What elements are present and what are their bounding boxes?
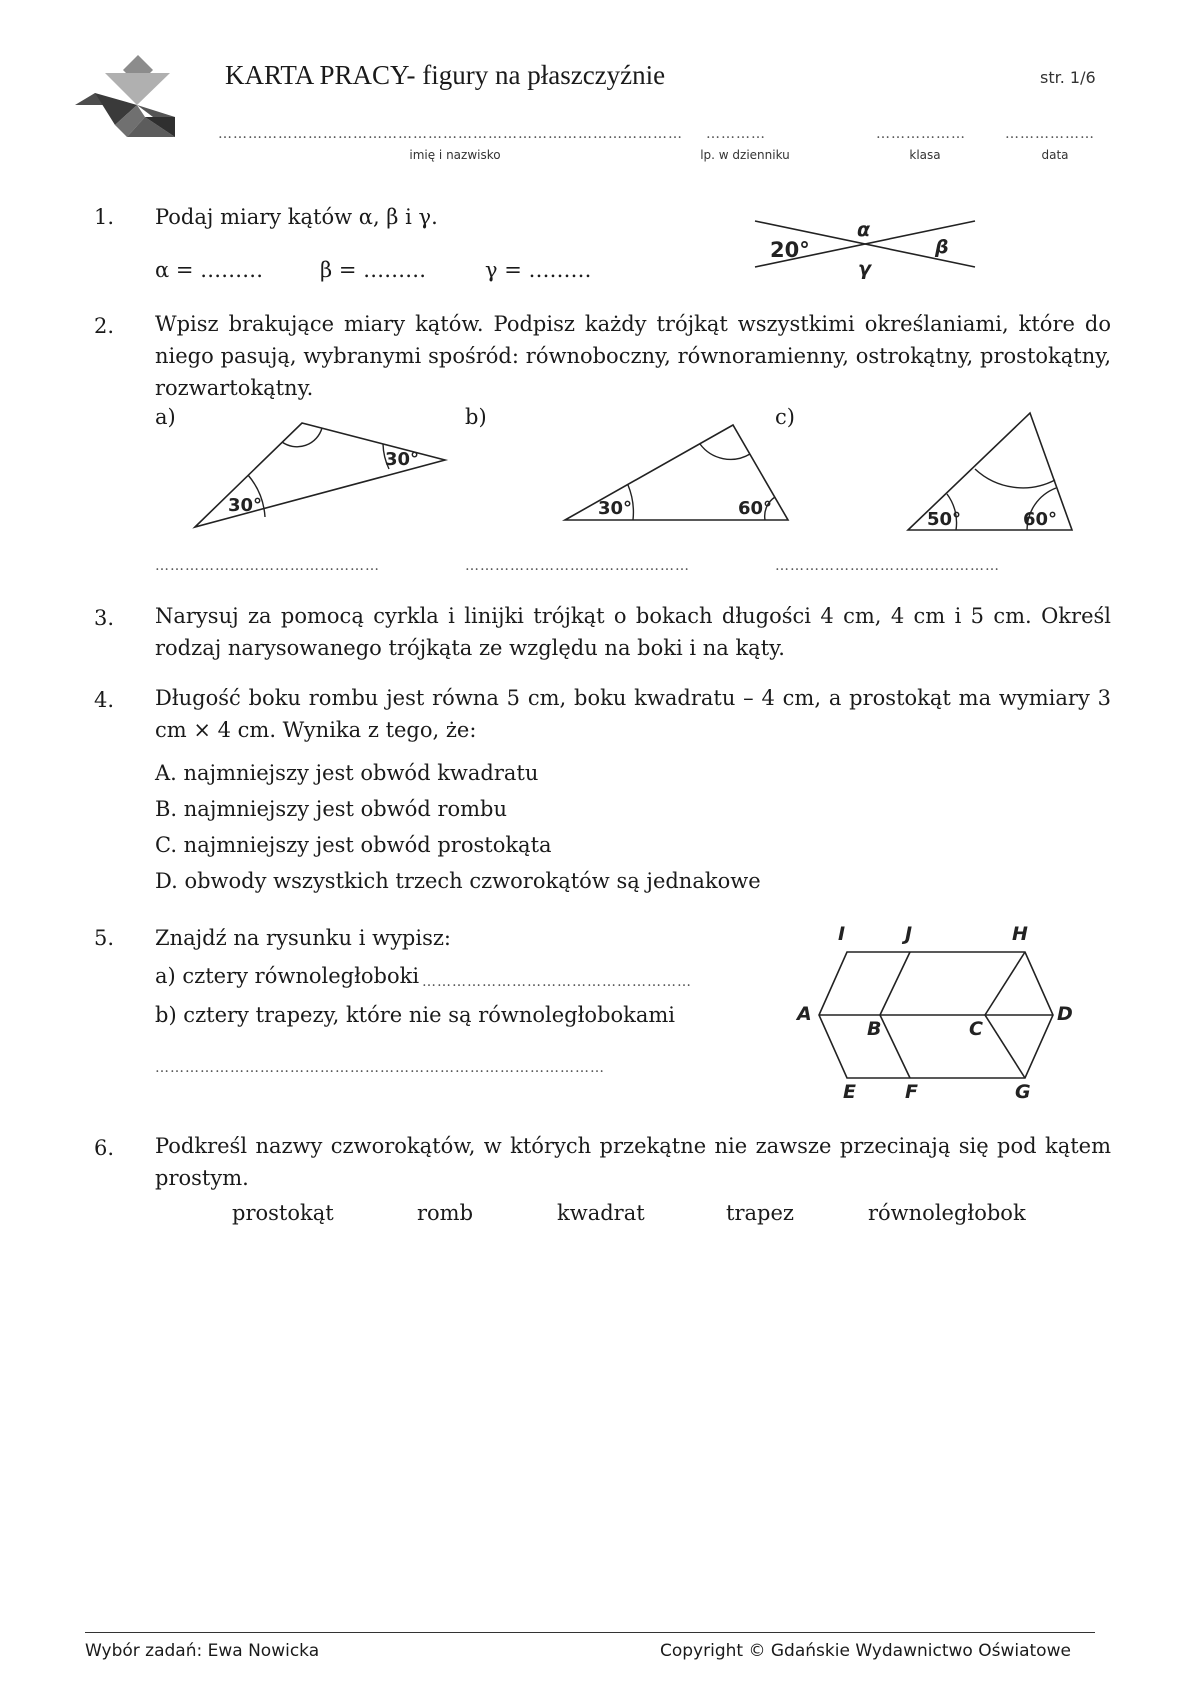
task-3-number: 3. (94, 606, 115, 630)
point-c-label: C (969, 1018, 983, 1040)
task-6-choice-trapez[interactable]: trapez (726, 1201, 794, 1225)
task-1-prompt: Podaj miary kątów α, β i γ. (155, 205, 438, 229)
task-2-triangle-b (560, 420, 800, 525)
task-1-figure (750, 215, 980, 285)
task-4-option-b[interactable]: B. najmniejszy jest obwód rombu (155, 797, 508, 821)
point-d-label: D (1057, 1003, 1073, 1025)
task-5-part-b-answer[interactable]: ……………………………………………………………………………… (155, 1060, 605, 1076)
triangle-c-angle-1: 50° (927, 509, 962, 530)
task-2-triangle-c (905, 410, 1080, 535)
task-1-gamma-label: γ (858, 258, 871, 280)
task-2-triangle-a (190, 415, 450, 535)
task-2-answer-b[interactable]: ……………………………………… (465, 558, 690, 574)
triangle-b-angle-1: 30° (598, 498, 633, 519)
task-5-part-a-answer[interactable]: ……………………………………………… (422, 974, 692, 990)
task-6-prompt: Podkreśl nazwy czworokątów, w których przekątne nie zawsze przecinają się pod kątem prostym. (155, 1134, 1111, 1190)
task-2-number: 2. (94, 314, 115, 338)
task-5-figure (795, 920, 1080, 1100)
point-j-label: J (905, 923, 913, 945)
task-6-choice-kwadrat[interactable]: kwadrat (557, 1201, 645, 1225)
class-field-label: klasa (909, 148, 941, 162)
task-5-prompt: Znajdź na rysunku i wypisz: (155, 926, 452, 950)
task-5-part-b: b) cztery trapezy, które nie są równoległobokami (155, 1003, 676, 1027)
register-number-field-dots[interactable]: ………… (706, 126, 766, 142)
name-field-dots[interactable]: ………………………………………………………………………………… (218, 126, 683, 142)
task-2-answer-c[interactable]: ……………………………………… (775, 558, 1000, 574)
task-5-number: 5. (94, 926, 115, 950)
task-2-answer-a[interactable]: ……………………………………… (155, 558, 380, 574)
task-1-answer-gamma[interactable]: γ = ……… (485, 258, 592, 282)
point-g-label: G (1015, 1081, 1031, 1100)
task-6-choice-prostokat[interactable]: prostokąt (232, 1201, 334, 1225)
task-1-beta-label: β (935, 236, 949, 258)
date-field-dots[interactable]: ……………… (1005, 126, 1095, 142)
page-title: KARTA PRACY- figury na płaszczyźnie (225, 60, 666, 90)
task-2-label-a: a) (155, 405, 176, 429)
task-2-label-c: c) (775, 405, 795, 429)
task-3-prompt: Narysuj za pomocą cyrkla i linijki trójkąt o bokach długości 4 cm, 4 cm i 5 cm. Określ rodzaj narysowanego trójkąta ze względu na boki i na kąty. (155, 604, 1111, 660)
footer-divider (85, 1632, 1095, 1633)
point-b-label: B (867, 1018, 882, 1040)
task-1-alpha-label: α (857, 219, 871, 241)
task-4-option-c[interactable]: C. najmniejszy jest obwód prostokąta (155, 833, 552, 857)
page-number: str. 1/6 (1040, 68, 1096, 87)
task-4-number: 4. (94, 688, 115, 712)
task-6-number: 6. (94, 1136, 115, 1160)
triangle-a-angle-2: 30° (385, 449, 420, 470)
point-i-label: I (838, 923, 846, 945)
task-1-answer-beta[interactable]: β = ……… (320, 258, 427, 282)
point-e-label: E (843, 1081, 856, 1100)
footer-author: Wybór zadań: Ewa Nowicka (85, 1641, 320, 1661)
task-4-prompt: Długość boku rombu jest równa 5 cm, boku kwadratu – 4 cm, a prostokąt ma wymiary 3 cm × 4 cm. Wynika z tego, że: (155, 686, 1111, 742)
task-4-option-d[interactable]: D. obwody wszystkich trzech czworokątów są jednakowe (155, 869, 761, 893)
task-1-angle-20: 20° (770, 238, 810, 262)
point-f-label: F (905, 1081, 918, 1100)
task-2-label-b: b) (465, 405, 487, 429)
triangle-a-angle-1: 30° (228, 495, 263, 516)
task-1-number: 1. (94, 205, 115, 229)
task-5-part-a: a) cztery równoległoboki (155, 964, 420, 988)
footer-copyright: Copyright © Gdańskie Wydawnictwo Oświatowe (660, 1641, 1071, 1661)
name-field-label: imię i nazwisko (409, 148, 501, 162)
task-2-prompt: Wpisz brakujące miary kątów. Podpisz każdy trójkąt wszystkimi określaniami, które do niego pasują, wybranymi spośród: równoboczny, równoramienny, ostrokątny, prostokątny, rozwartokątny. (155, 312, 1111, 400)
triangle-c-angle-2: 60° (1023, 509, 1058, 530)
task-4-option-a[interactable]: A. najmniejszy jest obwód kwadratu (155, 761, 539, 785)
task-6-choice-rownoleglobok[interactable]: równoległobok (868, 1201, 1026, 1225)
task-1-answer-alpha[interactable]: α = ……… (155, 258, 264, 282)
date-field-label: data (1041, 148, 1069, 162)
publisher-logo (75, 55, 185, 150)
triangle-b-angle-2: 60° (738, 498, 773, 519)
class-field-dots[interactable]: ……………… (876, 126, 966, 142)
point-h-label: H (1012, 923, 1028, 945)
point-a-label: A (797, 1003, 812, 1025)
register-number-field-label: lp. w dzienniku (700, 148, 790, 162)
task-6-choice-romb[interactable]: romb (417, 1201, 474, 1225)
